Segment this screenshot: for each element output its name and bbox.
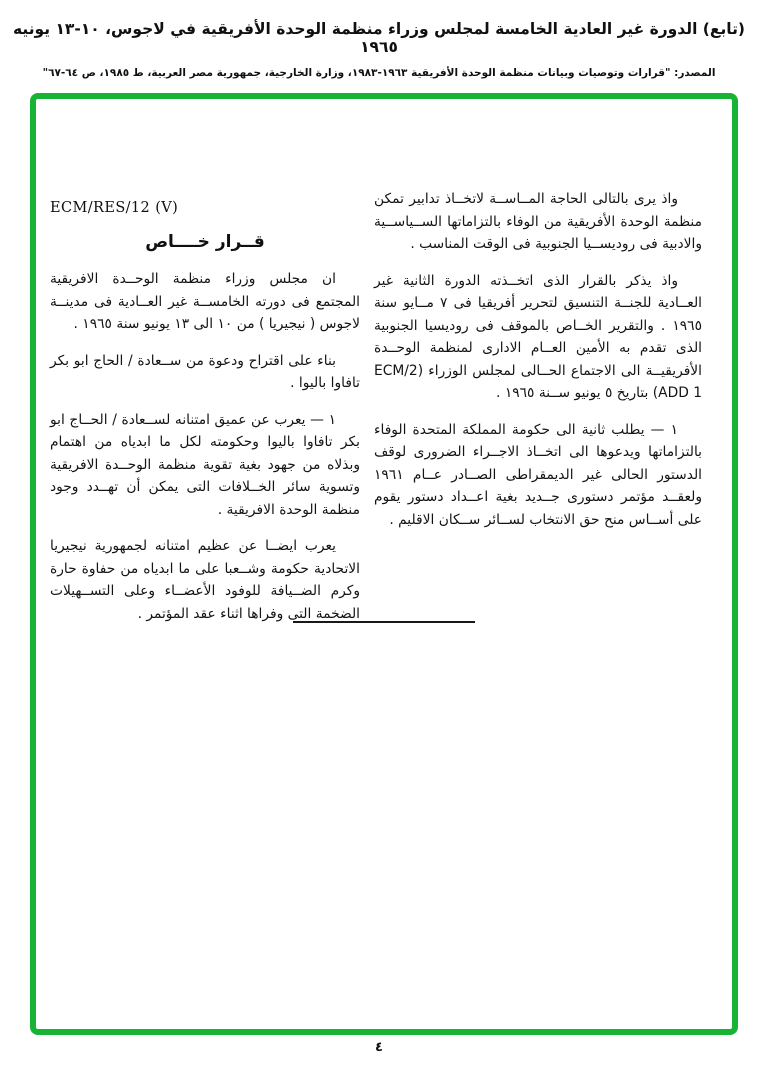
paragraph-gratitude-balewa: ١ — يعرب عن عميق امتنانه لســعادة / الحــاج ابو بكر تافاوا باليوا وحكومته لكل ما ابدياه من اهتمام وبذلاه من جهود بغية تقوية منظمة الوحــدة الافريقية وتسوية سائر الخــلافات التى يمكن أن تهــدد وجود منظمة الوحدة الافريقية . <box>50 411 360 518</box>
source-citation: المصدر: "قرارات وتوصيات وبيانات منظمة الوحدة الأفريقية ١٩٦٣-١٩٨٣، وزارة الخارجية، جمهورية مصر العربية، ط ١٩٨٥، ص ٦٤-٦٧" <box>42 67 716 79</box>
paragraph-operative-uk: ١ — يطلب ثانية الى حكومة المملكة المتحدة الوفاء بالتزاماتها ويدعوها الى اتخــاذ الاجــراء الضرورى لوقف الدستور الحالى غير الديمقراطى الصــادر عــام ١٩٦١ ولعقــد مؤتمر دستورى جــديد بغية اعــداد دستور يقوم على أســاس منح حق الانتخاب لســائر ســكان الاقليم . <box>374 421 702 528</box>
page-number: ٤ <box>375 1040 383 1055</box>
left-column <box>50 99 360 639</box>
resolution-reference: ECM/RES/12 (V) <box>50 200 179 216</box>
section-divider <box>293 621 475 623</box>
resolution-title: قــرار خــــاص <box>145 232 265 252</box>
paragraph-preamble-recall: واذ يذكر بالقرار الذى اتخــذته الدورة الثانية غير العــادية للجنــة التنسيق لتحرير أفريقيا فى ٧ مــايو سنة ١٩٦٥ . والتقرير الخــاص بالموقف فى روديسيا الجنوبية الذى تقدم به الأمين العــام الادارى لمنظمة الوحــدة الأفريقيــة الى الاجتماع الحــالى لمجلس الوزراء (ECM/2 ADD 1) بتاريخ ٥ يونيو ســنة ١٩٦٥ . <box>374 272 702 401</box>
document-frame <box>30 93 738 1035</box>
paragraph-gratitude-nigeria: يعرب ايضــا عن عظيم امتنانه لجمهورية نيجيريا الاتحادية حكومة وشــعبا على ما ابدياه من حفاوة حارة وكرم الضــيافة للوفود الأعضــاء وعلى التســهيلات الضخمة التى وفراها اثناء عقد المؤتمر . <box>50 538 360 622</box>
right-column <box>374 99 702 639</box>
paragraph-proposal-invitation: بناء على اقتراح ودعوة من ســعادة / الحاج ابو بكر تافاوا باليوا . <box>50 352 360 391</box>
paragraph-preamble-need: واذ يرى بالتالى الحاجة المــاســة لاتخــاذ تدابير تمكن منظمة الوحدة الأفريقية من الوفاء بالتزاماتها الســياســية والادبية فى روديســيا الجنوبية فى الوقت المناسب . <box>374 191 702 252</box>
page-header <box>0 20 758 79</box>
two-column-body <box>36 99 732 639</box>
session-title: (تابع) الدورة غير العادية الخامسة لمجلس وزراء منظمة الوحدة الأفريقية في لاجوس، ١٠-١٣ يونيه ١٩٦٥ <box>12 20 746 56</box>
paragraph-council-meeting: ان مجلس وزراء منظمة الوحــدة الافريقية المجتمع فى دورته الخامســة غير العــادية فى مدينــة لاجوس ( نيجيريا ) من ١٠ الى ١٣ يونيو سنة ١٩٦٥ . <box>50 271 360 332</box>
